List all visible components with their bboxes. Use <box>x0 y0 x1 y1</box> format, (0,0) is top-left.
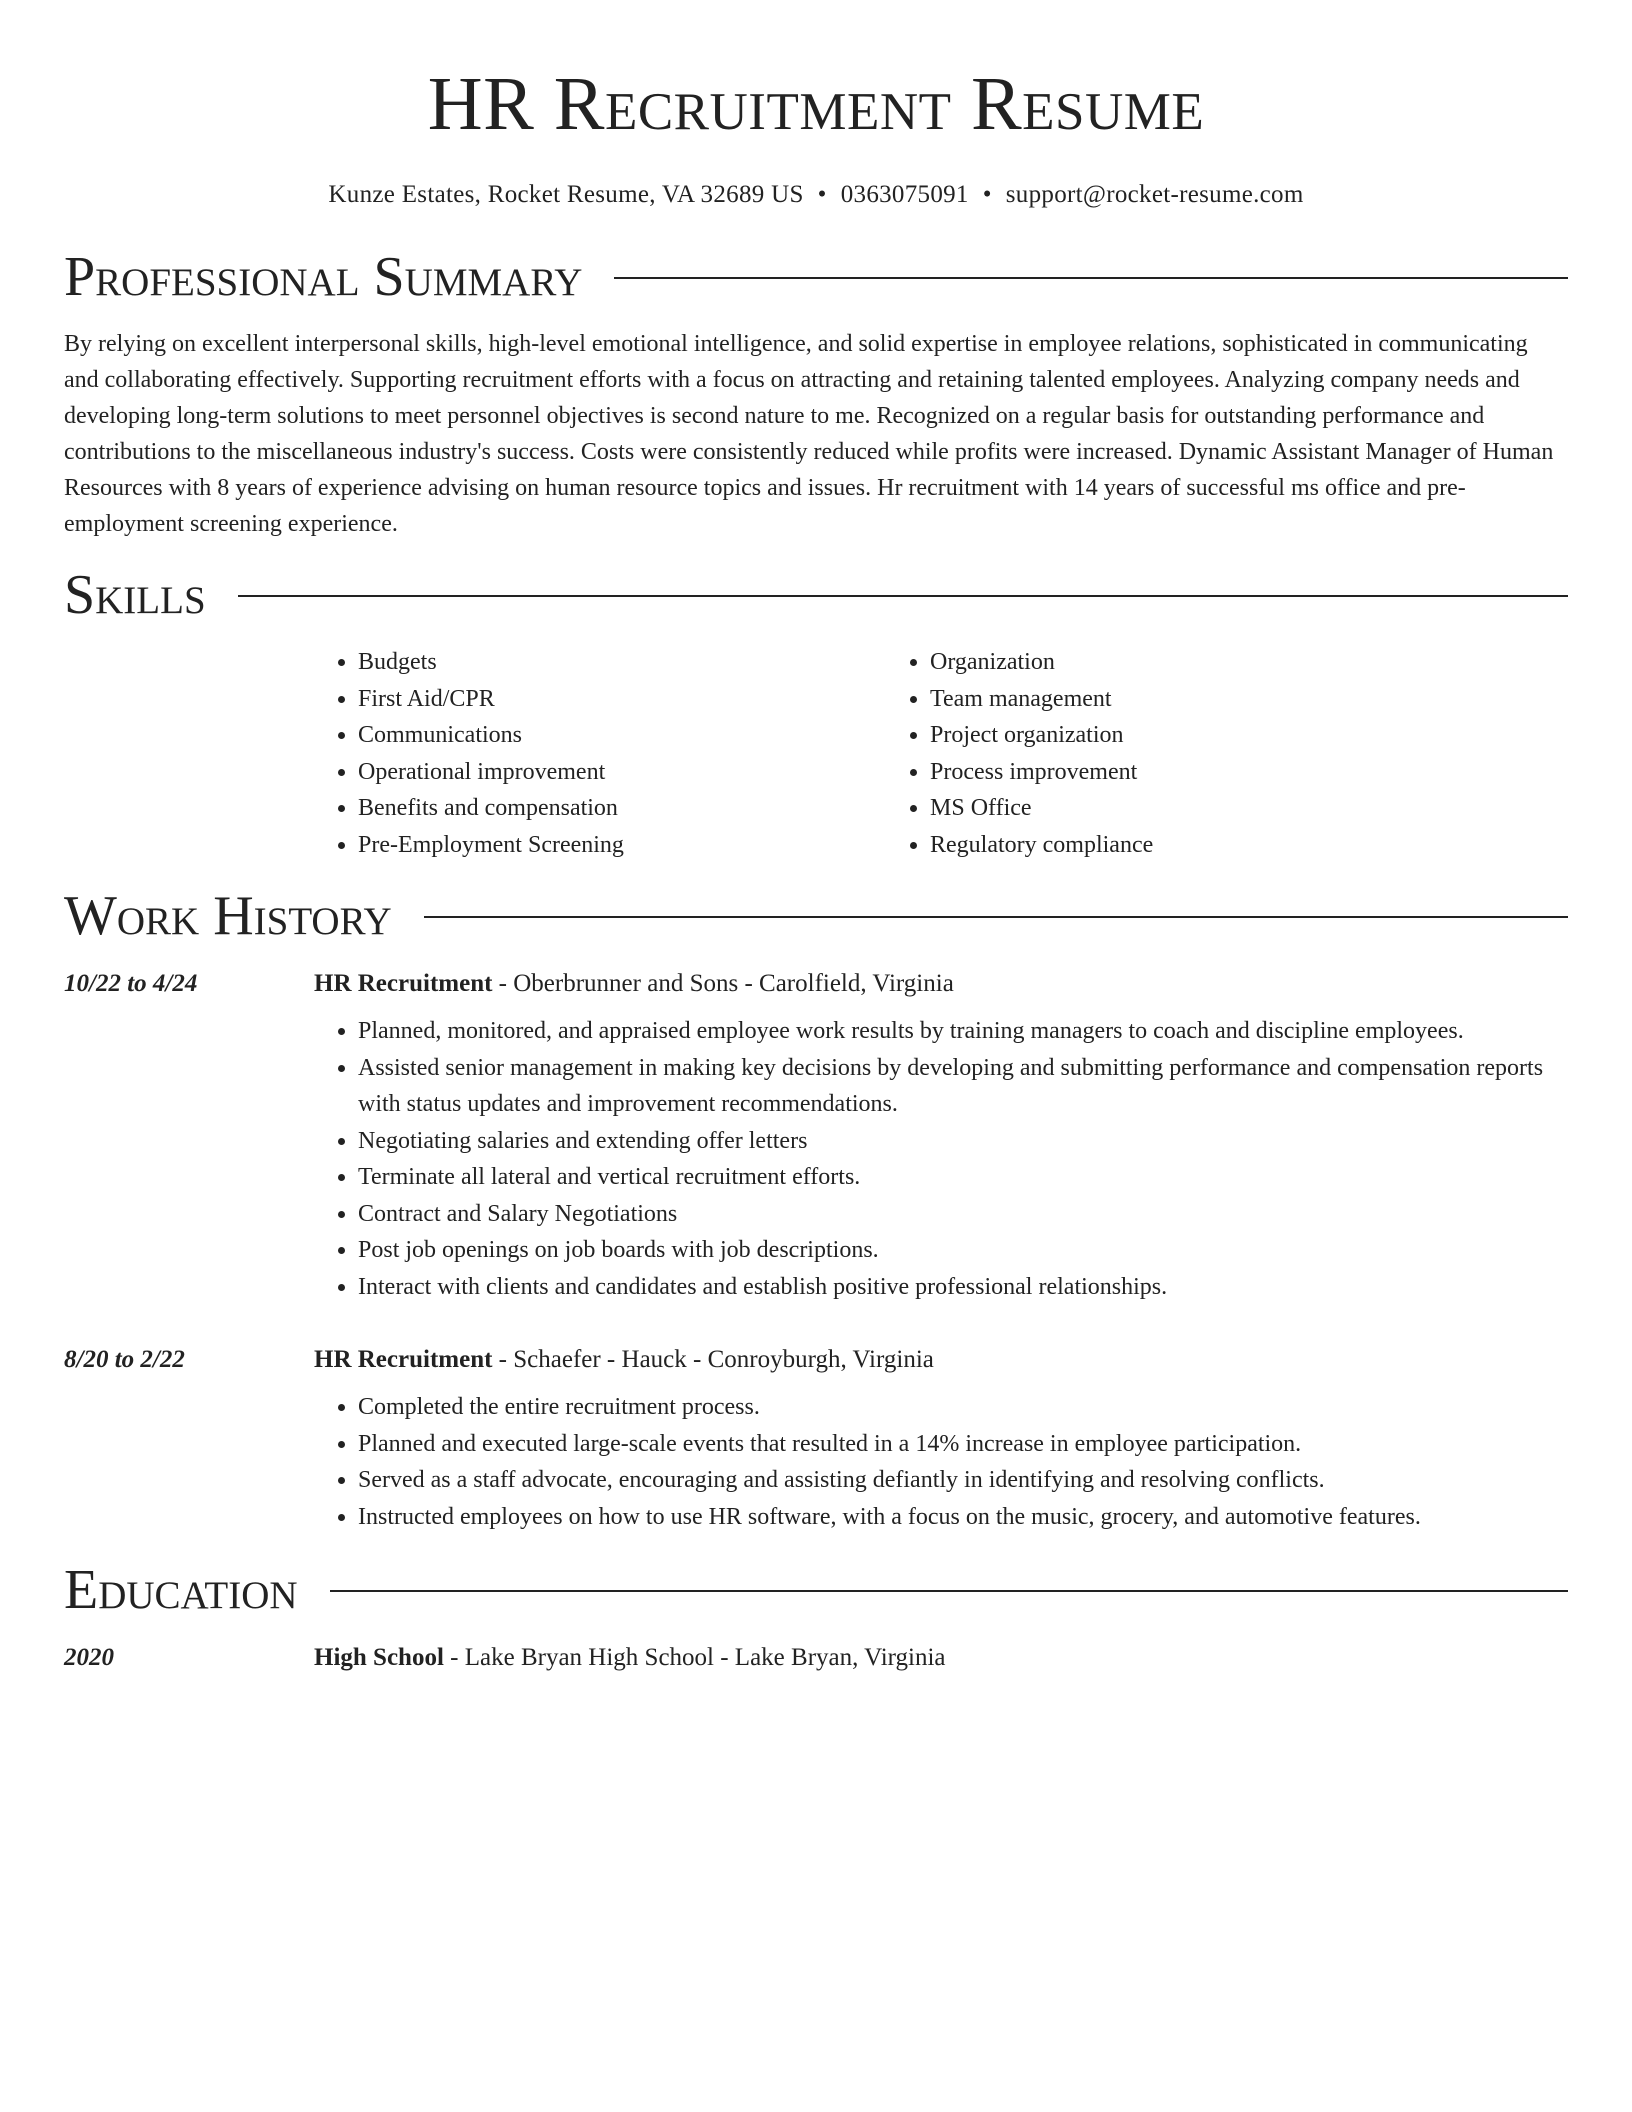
skill-item: • Benefits and compensation <box>358 790 886 827</box>
job-entry <box>64 969 1568 1305</box>
job-bullet: • Served as a staff advocate, encouraging and assisting defiantly in identifying and resolving conflicts. <box>358 1462 1568 1499</box>
job-date: 10/22 to 4/24 <box>64 970 198 997</box>
contact-line <box>64 180 1568 210</box>
contact-address: Kunze Estates, Rocket Resume, VA 32689 US <box>328 181 804 208</box>
education-date: 2020 <box>64 1644 114 1671</box>
job-bullet: • Post job openings on job boards with job descriptions. <box>358 1232 1568 1269</box>
job-employer: - Oberbrunner and Sons - Carolfield, Virginia <box>492 970 954 997</box>
section-divider <box>238 595 1568 597</box>
skills-column-1 <box>314 644 886 863</box>
job-title-line <box>314 969 1568 999</box>
education-body <box>314 1643 1568 1673</box>
job-bullets <box>314 1389 1568 1535</box>
contact-separator: • <box>982 181 992 208</box>
job-bullet: • Planned, monitored, and appraised employee work results by training managers to coach and discipline employees. <box>358 1013 1568 1050</box>
job-date: 8/20 to 2/22 <box>64 1346 185 1373</box>
education-title: High School <box>314 1644 444 1671</box>
work-section-heading <box>64 883 1568 949</box>
skill-item: • Communications <box>358 717 886 754</box>
skill-item: • MS Office <box>930 790 1458 827</box>
job-bullet: • Terminate all lateral and vertical recruitment efforts. <box>358 1159 1568 1196</box>
skill-item: • Organization <box>930 644 1458 681</box>
contact-separator: • <box>817 181 827 208</box>
contact-email: support@rocket-resume.com <box>1005 181 1304 208</box>
skill-item: • Operational improvement <box>358 754 886 791</box>
job-entry <box>64 1345 1568 1535</box>
job-title-line <box>314 1345 1568 1375</box>
skill-item: • Regulatory compliance <box>930 827 1458 864</box>
job-bullet: • Completed the entire recruitment process. <box>358 1389 1568 1426</box>
resume-title: HR Recruitment Resume <box>427 62 1205 146</box>
job-bullet: • Instructed employees on how to use HR software, with a focus on the music, grocery, and automotive features. <box>358 1499 1568 1536</box>
education-entry <box>64 1643 1568 1673</box>
skills-section-heading <box>64 562 1568 628</box>
education-section-heading <box>64 1557 1568 1623</box>
contact-phone: 0363075091 <box>840 181 969 208</box>
summary-section-heading <box>64 244 1568 310</box>
skill-item: • Process improvement <box>930 754 1458 791</box>
summary-heading: Professional Summary <box>64 246 583 308</box>
skills-list <box>314 644 1568 863</box>
skill-item: • Team management <box>930 681 1458 718</box>
job-body <box>314 1345 1568 1535</box>
job-bullets <box>314 1013 1568 1305</box>
education-title-line <box>314 1643 1568 1673</box>
section-divider <box>424 916 1568 918</box>
skill-item: • Pre-Employment Screening <box>358 827 886 864</box>
job-title: HR Recruitment <box>314 1346 493 1373</box>
job-body <box>314 969 1568 1305</box>
work-heading: Work History <box>64 885 392 947</box>
section-divider <box>614 277 1568 279</box>
skills-heading: Skills <box>64 564 206 626</box>
skill-item: • Budgets <box>358 644 886 681</box>
job-bullet: • Interact with clients and candidates and establish positive professional relationships. <box>358 1269 1568 1306</box>
job-employer: - Schaefer - Hauck - Conroyburgh, Virginia <box>492 1346 934 1373</box>
job-bullet: • Assisted senior management in making key decisions by developing and submitting performance and compensation reports with status updates and improvement recommendations. <box>358 1050 1568 1123</box>
education-school: - Lake Bryan High School - Lake Bryan, Virginia <box>443 1644 946 1671</box>
job-title: HR Recruitment <box>314 970 493 997</box>
job-bullet: • Negotiating salaries and extending offer letters <box>358 1123 1568 1160</box>
job-bullet: • Planned and executed large-scale events that resulted in a 14% increase in employee participation. <box>358 1426 1568 1463</box>
job-bullet: • Contract and Salary Negotiations <box>358 1196 1568 1233</box>
skill-item: • First Aid/CPR <box>358 681 886 718</box>
education-heading: Education <box>64 1559 298 1621</box>
section-divider <box>330 1590 1568 1592</box>
skill-item: • Project organization <box>930 717 1458 754</box>
summary-text: By relying on excellent interpersonal skills, high-level emotional intelligence, and solid expertise in employee relations, sophisticated in communicating and collaborating effectively. Supporting recruitment efforts with a focus on attracting and retaining talented employees. Analyzing company needs and developing long-term solutions to meet personnel objectives is second nature to me. Recognized on a regular basis for outstanding performance and contributions to the miscellaneous industry's success. Costs were consistently reduced while profits were increased. Dynamic Assistant Manager of Human Resources with 8 years of experience advising on human resource topics and issues. Hr recruitment with 14 years of successful ms office and pre-employment screening experience. <box>64 331 1554 537</box>
skills-column-2 <box>886 644 1458 863</box>
